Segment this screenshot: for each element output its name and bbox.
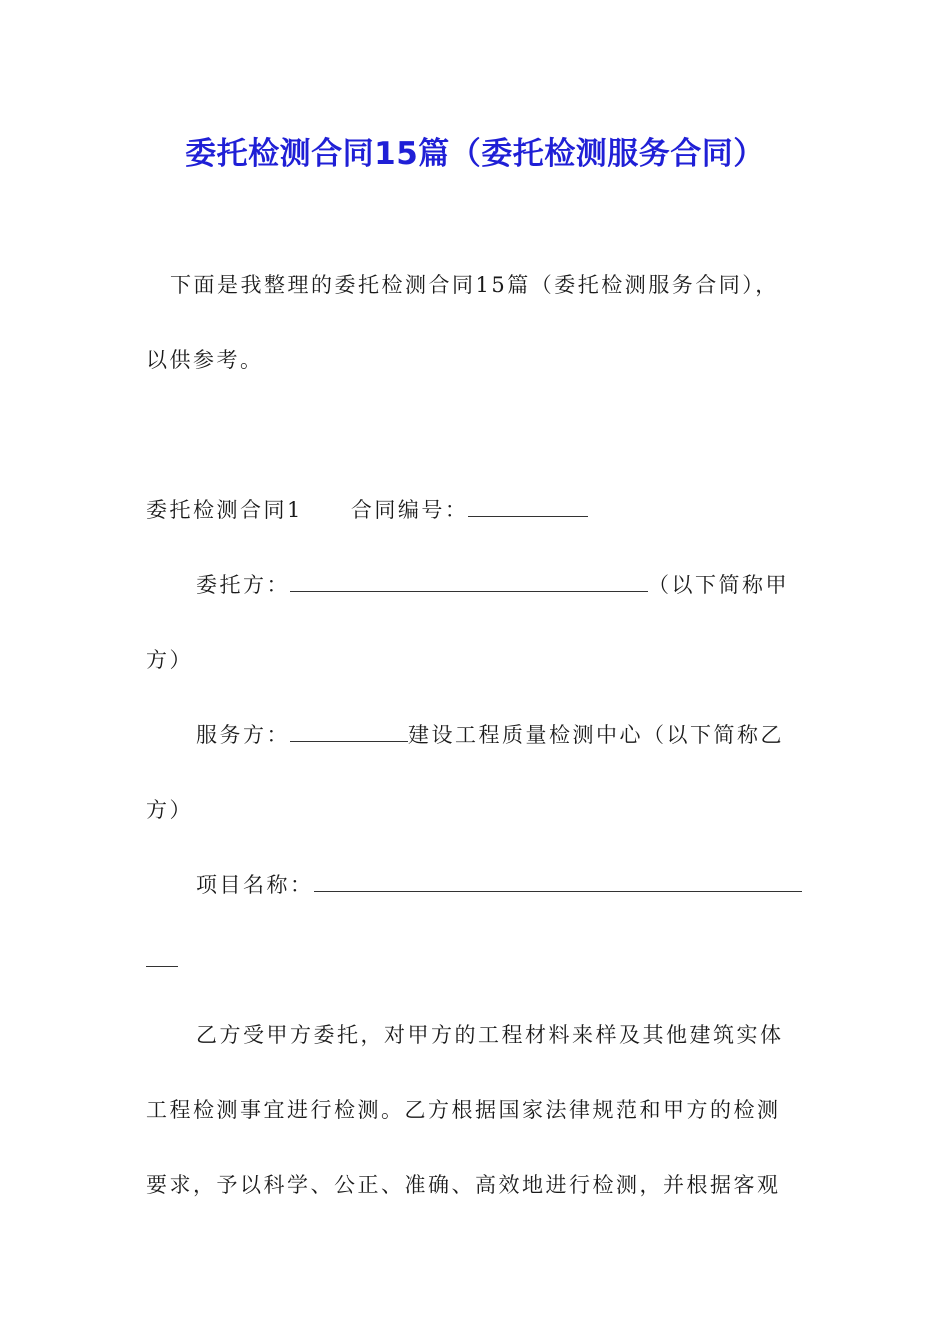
client-suffix: （以下简称甲 bbox=[648, 573, 789, 597]
document-title: 委托检测合同15篇（委托检测服务合同） bbox=[185, 136, 765, 172]
client-row bbox=[196, 570, 789, 600]
client-blank bbox=[290, 571, 648, 592]
contract-header-row bbox=[146, 495, 588, 525]
contract-heading: 委托检测合同1 bbox=[146, 498, 303, 522]
client-label: 委托方： bbox=[196, 573, 290, 597]
provider-wrap: 方） bbox=[146, 798, 193, 822]
body-line-3: 要求，予以科学、公正、准确、高效地进行检测，并根据客观 bbox=[146, 1173, 781, 1197]
project-blank-wrap bbox=[146, 945, 178, 975]
contract-number-label: 合同编号： bbox=[350, 498, 469, 522]
intro-line-2: 以供参考。 bbox=[146, 348, 264, 372]
provider-label: 服务方： bbox=[196, 723, 290, 747]
intro-line-1: 下面是我整理的委托检测合同15篇（委托检测服务合同）， bbox=[170, 273, 779, 297]
contract-number-blank bbox=[468, 496, 588, 517]
body-line-2: 工程检测事宜进行检测。乙方根据国家法律规范和甲方的检测 bbox=[146, 1098, 781, 1122]
provider-row bbox=[196, 720, 784, 750]
client-wrap: 方） bbox=[146, 648, 193, 672]
provider-blank bbox=[290, 721, 408, 742]
project-blank bbox=[314, 871, 802, 892]
project-label: 项目名称： bbox=[196, 873, 314, 897]
provider-suffix: 建设工程质量检测中心（以下简称乙 bbox=[408, 723, 784, 747]
project-blank-continued bbox=[146, 946, 178, 967]
body-line-1: 乙方受甲方委托，对甲方的工程材料来样及其他建筑实体 bbox=[196, 1023, 784, 1047]
project-row bbox=[196, 870, 802, 900]
